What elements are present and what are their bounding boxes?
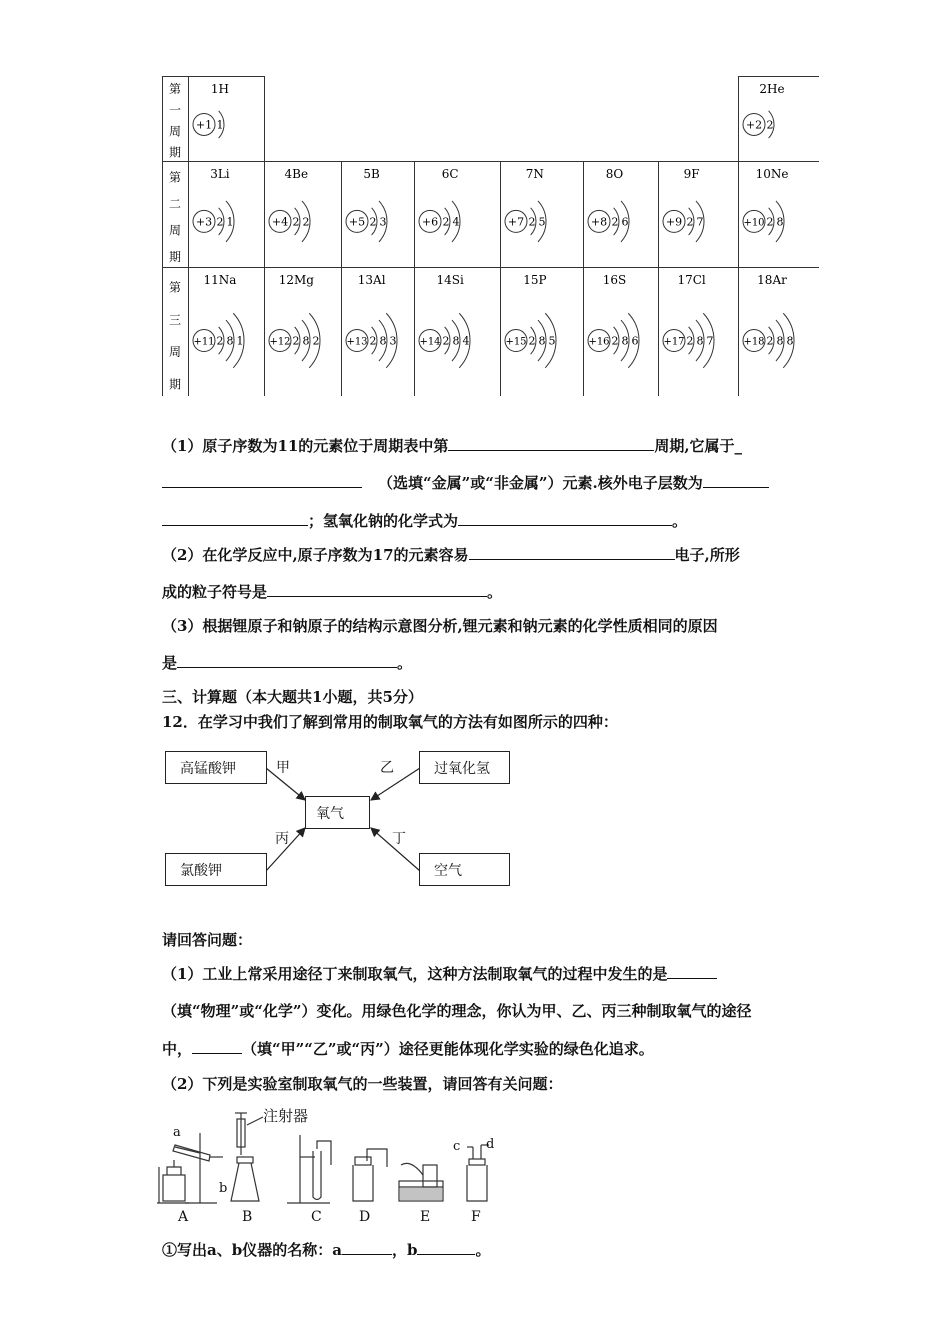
period-label-char: 二 — [168, 197, 182, 212]
apparatus-label-b: B — [242, 1209, 253, 1225]
element-symbol: 6C — [441, 167, 459, 181]
apparatus-d — [353, 1149, 387, 1201]
q12-text: ①写出a、b仪器的名称：a — [162, 1241, 342, 1259]
nucleus-charge: +9 — [665, 215, 683, 229]
shell-electron-count: 7 — [696, 215, 704, 229]
nucleus-charge: +16 — [588, 336, 610, 348]
nucleus-charge: +8 — [590, 215, 608, 229]
element-symbol: 10Ne — [755, 167, 789, 181]
q12-text: 。 — [475, 1241, 491, 1259]
answer-blank[interactable] — [267, 582, 487, 597]
nucleus-charge: +4 — [271, 215, 289, 229]
element-symbol: 5B — [363, 167, 380, 181]
nucleus-charge: +17 — [663, 336, 685, 348]
answer-blank[interactable] — [177, 653, 397, 668]
element-symbol: 11Na — [203, 273, 237, 287]
q12-line-2: （填“物理”或“化学”）变化。用绿色化学的理念，你认为甲、乙、丙三种制取氧气的途径 — [162, 1002, 752, 1020]
element-symbol: 9F — [683, 167, 700, 181]
mark-a: a — [173, 1125, 181, 1140]
element-cell-be — [265, 162, 342, 268]
q11-line-2 — [162, 473, 769, 493]
shell-electron-count: 8 — [379, 334, 387, 348]
apparatus-drawing — [155, 1105, 505, 1227]
shell-electron-count: 4 — [462, 334, 470, 348]
element-cell-f — [659, 162, 739, 268]
shell-electron-count: 8 — [696, 334, 704, 348]
apparatus-b — [231, 1113, 263, 1201]
element-symbol: 18Ar — [757, 273, 787, 287]
element-symbol: 8O — [605, 167, 624, 181]
q12-line-3 — [162, 1039, 654, 1059]
q12-text: （填“甲”“乙”或“丙”）途径更能体现化学实验的绿色化追求。 — [242, 1040, 654, 1058]
element-symbol: 12Mg — [278, 273, 314, 287]
periodic-table-grid — [162, 76, 819, 396]
shell-electron-count: 5 — [548, 334, 556, 348]
mark-b: b — [219, 1181, 228, 1196]
element-symbol: 3Li — [210, 167, 230, 181]
element-symbol: 15P — [523, 273, 547, 287]
apparatus-label-d: D — [359, 1209, 371, 1225]
nucleus-charge: +15 — [505, 336, 527, 348]
shell-electron-count: 2 — [686, 334, 694, 348]
shell-electron-count: 2 — [216, 334, 224, 348]
shell-electron-count: 6 — [631, 334, 639, 348]
shell-electron-count: 2 — [528, 334, 536, 348]
period-label-char: 周 — [168, 124, 182, 139]
nucleus-charge: +6 — [421, 215, 439, 229]
q11-text: 。 — [672, 512, 688, 530]
period-label-char: 第 — [168, 280, 182, 295]
shell-electron-count: 2 — [528, 215, 536, 229]
q12-text: （1）工业上常采用途径丁来制取氧气，这种方法制取氧气的过程中发生的是 — [162, 965, 668, 983]
source-box-kclo3: 氯酸钾 — [165, 853, 267, 886]
shell-electron-count: 7 — [706, 334, 714, 348]
shell-electron-count: 8 — [302, 334, 310, 348]
route-label-ding: 丁 — [392, 831, 406, 847]
shell-electron-count: 2 — [611, 215, 619, 229]
shell-electron-count: 8 — [776, 334, 784, 348]
q11-text: （1）原子序数为11的元素位于周期表中第 — [162, 437, 449, 455]
answer-blank[interactable] — [703, 473, 769, 488]
element-cell-ar — [739, 268, 820, 397]
shell-electron-count: 2 — [312, 334, 320, 348]
period-label-char: 周 — [168, 223, 182, 238]
answer-blank[interactable] — [667, 964, 717, 979]
shell-electron-count: 2 — [369, 215, 377, 229]
q11-text: （3）根据锂原子和钠原子的结构示意图分析,锂元素和钠元素的化学性质相同的原因 — [162, 617, 718, 635]
shell-electron-count: 8 — [621, 334, 629, 348]
q12-intro: 12．在学习中我们了解到常用的制取氧气的方法有如图所示的四种： — [162, 713, 618, 731]
q11-text: ；氢氧化钠的化学式为 — [308, 512, 459, 530]
q11-line-1 — [162, 436, 742, 456]
answer-blank[interactable] — [448, 436, 654, 451]
element-cell-p — [501, 268, 584, 397]
shell-electron-count: 6 — [621, 215, 629, 229]
syringe-label: 注射器 — [263, 1107, 309, 1125]
shell-electron-count: 2 — [292, 215, 300, 229]
q11-text: 周期,它属于_ — [654, 437, 743, 455]
nucleus-charge: +2 — [745, 118, 763, 132]
mark-d: d — [486, 1137, 495, 1152]
apparatus-label-c: C — [311, 1209, 322, 1225]
shell-electron-count: 8 — [538, 334, 546, 348]
shell-electron-count: 1 — [216, 118, 224, 132]
period-label-char: 三 — [168, 312, 182, 327]
answer-blank[interactable] — [162, 511, 308, 526]
element-cell-he — [739, 77, 820, 162]
q11-text: 电子,所形 — [674, 546, 740, 564]
q12-text: 中， — [162, 1040, 193, 1058]
shell-electron-count: 2 — [766, 118, 774, 132]
period-label-char: 期 — [168, 250, 182, 265]
nucleus-charge: +11 — [193, 336, 215, 348]
element-symbol: 1H — [210, 82, 229, 96]
nucleus-charge: +14 — [419, 336, 441, 348]
apparatus-label-e: E — [420, 1209, 431, 1225]
apparatus-c — [287, 1135, 331, 1203]
q11-line-3 — [162, 511, 687, 531]
shell-electron-count: 1 — [226, 215, 234, 229]
shell-electron-count: 2 — [442, 215, 450, 229]
element-cell-h — [189, 77, 265, 162]
period-label-char: 第 — [168, 170, 182, 185]
q12-prompt: 请回答问题： — [162, 931, 253, 949]
section-heading: 三、计算题（本大题共1小题，共5分） — [162, 688, 423, 706]
nucleus-charge: +7 — [507, 215, 525, 229]
route-label-yi: 乙 — [380, 760, 394, 776]
apparatus-f — [467, 1145, 489, 1201]
source-box-kmno4: 高锰酸钾 — [165, 751, 267, 784]
q12-line-1 — [162, 964, 717, 984]
nucleus-charge: +12 — [269, 336, 291, 348]
shell-electron-count: 2 — [292, 334, 300, 348]
q11-text: 。 — [487, 583, 503, 601]
element-symbol: 16S — [602, 273, 627, 287]
shell-electron-count: 2 — [369, 334, 377, 348]
q11-text: 成的粒子符号是 — [162, 583, 268, 601]
element-symbol: 14Si — [436, 273, 464, 287]
period-label-char: 期 — [168, 145, 182, 160]
shell-electron-count: 3 — [379, 215, 387, 229]
q11-line-7 — [162, 653, 412, 673]
q11-text: 是 — [162, 654, 178, 672]
apparatus-label-f: F — [471, 1209, 481, 1225]
shell-electron-count: 2 — [216, 215, 224, 229]
answer-blank[interactable] — [458, 511, 672, 526]
element-cell-si — [415, 268, 501, 397]
element-symbol: 17Cl — [677, 273, 706, 287]
shell-electron-count: 8 — [452, 334, 460, 348]
q12-text: ，b — [391, 1241, 418, 1259]
element-symbol: 13Al — [357, 273, 386, 287]
answer-blank[interactable] — [469, 545, 675, 560]
source-box-air: 空气 — [419, 853, 510, 886]
nucleus-charge: +5 — [348, 215, 366, 229]
shell-electron-count: 8 — [776, 215, 784, 229]
period-label-char: 周 — [168, 345, 182, 360]
element-symbol: 7N — [525, 167, 544, 181]
element-cell-na — [189, 268, 265, 397]
element-cell-s — [584, 268, 659, 397]
shell-electron-count: 2 — [302, 215, 310, 229]
route-label-bing: 丙 — [275, 831, 289, 847]
nucleus-charge: +18 — [743, 336, 765, 348]
lab-apparatus-figure — [155, 1105, 505, 1227]
q11-line-6 — [162, 616, 718, 636]
element-symbol: 4Be — [284, 167, 309, 181]
nucleus-charge: +1 — [195, 118, 213, 132]
nucleus-charge: +10 — [743, 217, 765, 229]
element-cell-al — [342, 268, 415, 397]
element-cell-cl — [659, 268, 739, 397]
element-cell-c — [415, 162, 501, 268]
answer-blank[interactable] — [192, 1039, 242, 1054]
element-cell-n — [501, 162, 584, 268]
period-label-char: 第 — [168, 81, 182, 96]
shell-electron-count: 4 — [452, 215, 460, 229]
shell-electron-count: 5 — [538, 215, 546, 229]
periodic-table — [162, 76, 819, 396]
shell-electron-count: 8 — [226, 334, 234, 348]
arrow-yi — [371, 768, 420, 800]
answer-blank[interactable] — [417, 1240, 475, 1255]
apparatus-a — [157, 1133, 223, 1203]
q11-line-5 — [162, 582, 502, 602]
period-label-char: 一 — [168, 103, 182, 118]
element-cell-ne — [739, 162, 820, 268]
element-cell-o — [584, 162, 659, 268]
q11-text: （选填“金属”或“非金属”）元素.核外电子层数为 — [378, 474, 703, 492]
element-cell-b — [342, 162, 415, 268]
element-symbol: 2He — [759, 82, 785, 96]
nucleus-charge: +13 — [346, 336, 368, 348]
q11-line-4 — [162, 545, 740, 565]
element-cell-li — [189, 162, 265, 268]
answer-blank[interactable] — [342, 1240, 392, 1255]
period-label-char: 期 — [168, 377, 182, 392]
q11-text: 。 — [397, 654, 413, 672]
oxygen-routes-diagram — [162, 748, 522, 893]
q12-line-5 — [162, 1240, 490, 1260]
shell-electron-count: 3 — [389, 334, 397, 348]
source-box-h2o2: 过氧化氢 — [419, 751, 510, 784]
answer-blank[interactable] — [162, 473, 362, 488]
apparatus-label-a: A — [178, 1209, 189, 1225]
shell-electron-count: 2 — [611, 334, 619, 348]
center-box-oxygen: 氧气 — [305, 796, 370, 829]
route-label-jia: 甲 — [276, 760, 290, 776]
shell-electron-count: 8 — [786, 334, 794, 348]
mark-c: c — [453, 1139, 461, 1154]
shell-electron-count: 2 — [686, 215, 694, 229]
shell-electron-count: 1 — [236, 334, 244, 348]
shell-electron-count: 2 — [442, 334, 450, 348]
element-cell-mg — [265, 268, 342, 397]
shell-electron-count: 2 — [766, 215, 774, 229]
q12-line-4: （2）下列是实验室制取氧气的一些装置，请回答有关问题： — [162, 1075, 563, 1093]
nucleus-charge: +3 — [195, 215, 213, 229]
shell-electron-count: 2 — [766, 334, 774, 348]
q11-text: （2）在化学反应中,原子序数为17的元素容易 — [162, 546, 469, 564]
